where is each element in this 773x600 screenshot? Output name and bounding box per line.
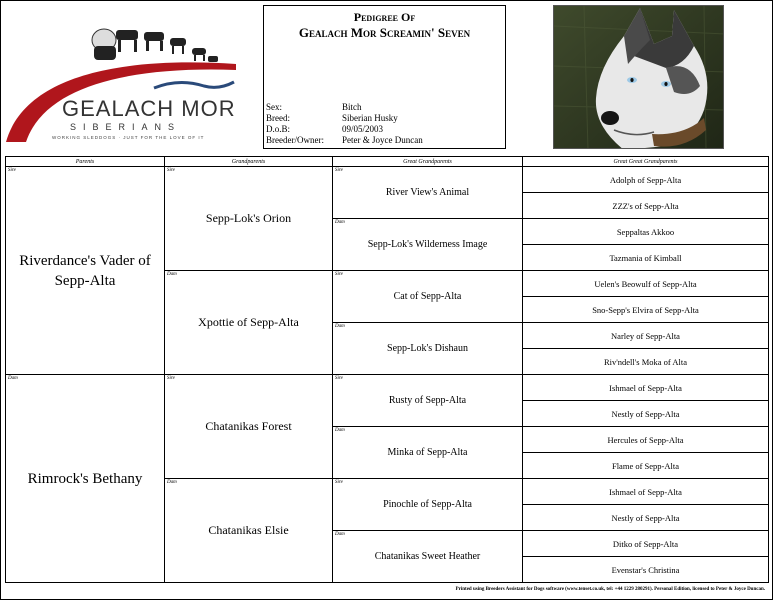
dam-label: Dam: [8, 376, 18, 381]
great-great-grandparent-name: Nestly of Sepp-Alta: [611, 512, 680, 523]
dam-label: Dam: [335, 324, 345, 329]
great-great-grandparent-cell: [523, 245, 768, 271]
great-grandparent-name: Chatanikas Sweet Heather: [374, 551, 481, 562]
kennel-logo: [4, 18, 254, 148]
detail-value: 09/05/2003: [342, 124, 384, 134]
sire-label: Sire: [335, 272, 343, 277]
pedigree-title-box: [263, 5, 506, 149]
detail-value: Bitch: [342, 102, 362, 112]
dog-name-title: Gealach Mor Screamin' Seven: [298, 25, 471, 40]
detail-label: Sex:: [266, 102, 283, 112]
parent-name: Riverdance's Vader of Sepp-Alta: [19, 252, 151, 289]
sire-label: Sire: [335, 168, 343, 173]
great-great-grandparent-name: Hercules of Sepp-Alta: [607, 434, 684, 445]
sled-dog-team-icon: [92, 29, 218, 62]
title-heading: Pedigree Of: [353, 10, 416, 24]
great-grandparent-name: Minka of Sepp-Alta: [387, 447, 468, 458]
grandparent-cell: [165, 375, 333, 479]
great-great-grandparent-name: Ishmael of Sepp-Alta: [609, 382, 682, 393]
grandparent-name: Sepp-Lok's Orion: [205, 211, 292, 225]
pedigree-table: [5, 156, 769, 583]
great-grandparent-cell: [333, 531, 523, 582]
great-great-grandparent-cell: [523, 453, 768, 479]
column-header-grandparents: Grandparents: [165, 157, 333, 167]
software-footer: Printed using Breeders Assistant for Dogs software (www.tenset.co.uk, tel: +44 1229 280291). Personal Edition, licensed to Peter & Joyce Duncan.: [455, 587, 765, 592]
great-great-grandparent-name: Riv'ndell's Moka of Alta: [603, 356, 688, 367]
grandparent-cell: [165, 479, 333, 582]
great-great-grandparent-cell: [523, 401, 768, 427]
grandparent-name: Chatanikas Forest: [205, 419, 292, 433]
logo-subtitle: SIBERIANS: [70, 122, 182, 132]
logo-name: GEALACH MOR: [62, 96, 236, 121]
logo-graphic: [4, 18, 254, 148]
great-great-grandparent-name: Nestly of Sepp-Alta: [611, 408, 680, 419]
grandparent-cell: [165, 271, 333, 375]
great-great-grandparent-name: ZZZ's of Sepp-Alta: [612, 200, 679, 211]
great-great-grandparent-cell: [523, 167, 768, 193]
detail-value: Peter & Joyce Duncan: [342, 135, 423, 145]
great-grandparent-name: Sepp-Lok's Dishaun: [387, 343, 468, 354]
great-great-grandparent-cell: [523, 505, 768, 531]
great-great-grandparent-cell: [523, 323, 768, 349]
grandparent-name: Xpottie of Sepp-Alta: [198, 315, 299, 329]
parent-cell-sire: [6, 167, 165, 375]
great-great-grandparent-cell: [523, 193, 768, 219]
great-great-grandparent-name: Evenstar's Christina: [611, 564, 680, 575]
great-grandparent-name: Sepp-Lok's Wilderness Image: [367, 239, 488, 250]
detail-value: Siberian Husky: [342, 113, 398, 123]
detail-label: Breeder/Owner:: [266, 135, 324, 145]
sire-label: Sire: [167, 168, 175, 173]
column-header-parents: Parents: [6, 157, 165, 167]
great-grandparent-cell: [333, 271, 523, 323]
great-great-grandparent-cell: [523, 479, 768, 505]
dog-photo: [553, 5, 724, 149]
great-grandparent-cell: [333, 479, 523, 531]
great-great-grandparent-name: Seppaltas Akkoo: [616, 226, 675, 237]
parent-name: Rimrock's Bethany: [27, 470, 143, 487]
great-great-grandparent-cell: [523, 271, 768, 297]
dam-label: Dam: [335, 428, 345, 433]
column-header-great-grandparents: Great Grandparents: [333, 157, 523, 167]
dam-label: Dam: [167, 480, 177, 485]
great-great-grandparent-name: Sno-Sepp's Elvira of Sepp-Alta: [592, 304, 699, 315]
great-great-grandparent-cell: [523, 349, 768, 375]
column-header-great-great-grandparents: Great Great Grandparents: [523, 157, 768, 167]
great-great-grandparent-name: Ishmael of Sepp-Alta: [609, 486, 682, 497]
great-great-grandparent-cell: [523, 297, 768, 323]
logo-tagline: WORKING SLEDDOGS · JUST FOR THE LOVE OF IT: [52, 135, 205, 140]
dam-label: Dam: [335, 220, 345, 225]
great-grandparent-cell: [333, 167, 523, 219]
great-great-grandparent-name: Adolph of Sepp-Alta: [609, 174, 682, 185]
grandparent-name: Chatanikas Elsie: [208, 523, 289, 537]
great-grandparent-name: Rusty of Sepp-Alta: [388, 395, 467, 406]
great-great-grandparent-name: Tazmania of Kimball: [609, 252, 682, 263]
great-great-grandparent-name: Ditko of Sepp-Alta: [612, 538, 679, 549]
great-grandparent-name: Pinochle of Sepp-Alta: [383, 499, 472, 510]
grandparent-cell: [165, 167, 333, 271]
great-great-grandparent-name: Uelen's Beowulf of Sepp-Alta: [594, 278, 697, 289]
great-grandparent-name: Cat of Sepp-Alta: [393, 291, 462, 302]
dam-label: Dam: [167, 272, 177, 277]
dam-label: Dam: [335, 532, 345, 537]
great-grandparent-cell: [333, 323, 523, 375]
great-great-grandparent-cell: [523, 219, 768, 245]
sire-label: Sire: [335, 376, 343, 381]
great-grandparent-cell: [333, 427, 523, 479]
great-great-grandparent-cell: [523, 557, 768, 582]
detail-label: D.o.B:: [266, 124, 291, 134]
husky-photo-icon: [554, 6, 724, 149]
parent-cell-dam: [6, 375, 165, 582]
great-great-grandparent-name: Flame of Sepp-Alta: [611, 460, 680, 471]
sire-label: Sire: [167, 376, 175, 381]
detail-label: Breed:: [266, 113, 290, 123]
great-great-grandparent-cell: [523, 375, 768, 401]
great-grandparent-cell: [333, 375, 523, 427]
great-grandparent-cell: [333, 219, 523, 271]
great-great-grandparent-name: Narley of Sepp-Alta: [611, 330, 680, 341]
sire-label: Sire: [335, 480, 343, 485]
great-great-grandparent-cell: [523, 531, 768, 557]
great-great-grandparent-cell: [523, 427, 768, 453]
great-grandparent-name: River View's Animal: [385, 187, 470, 198]
sire-label: Sire: [8, 168, 16, 173]
